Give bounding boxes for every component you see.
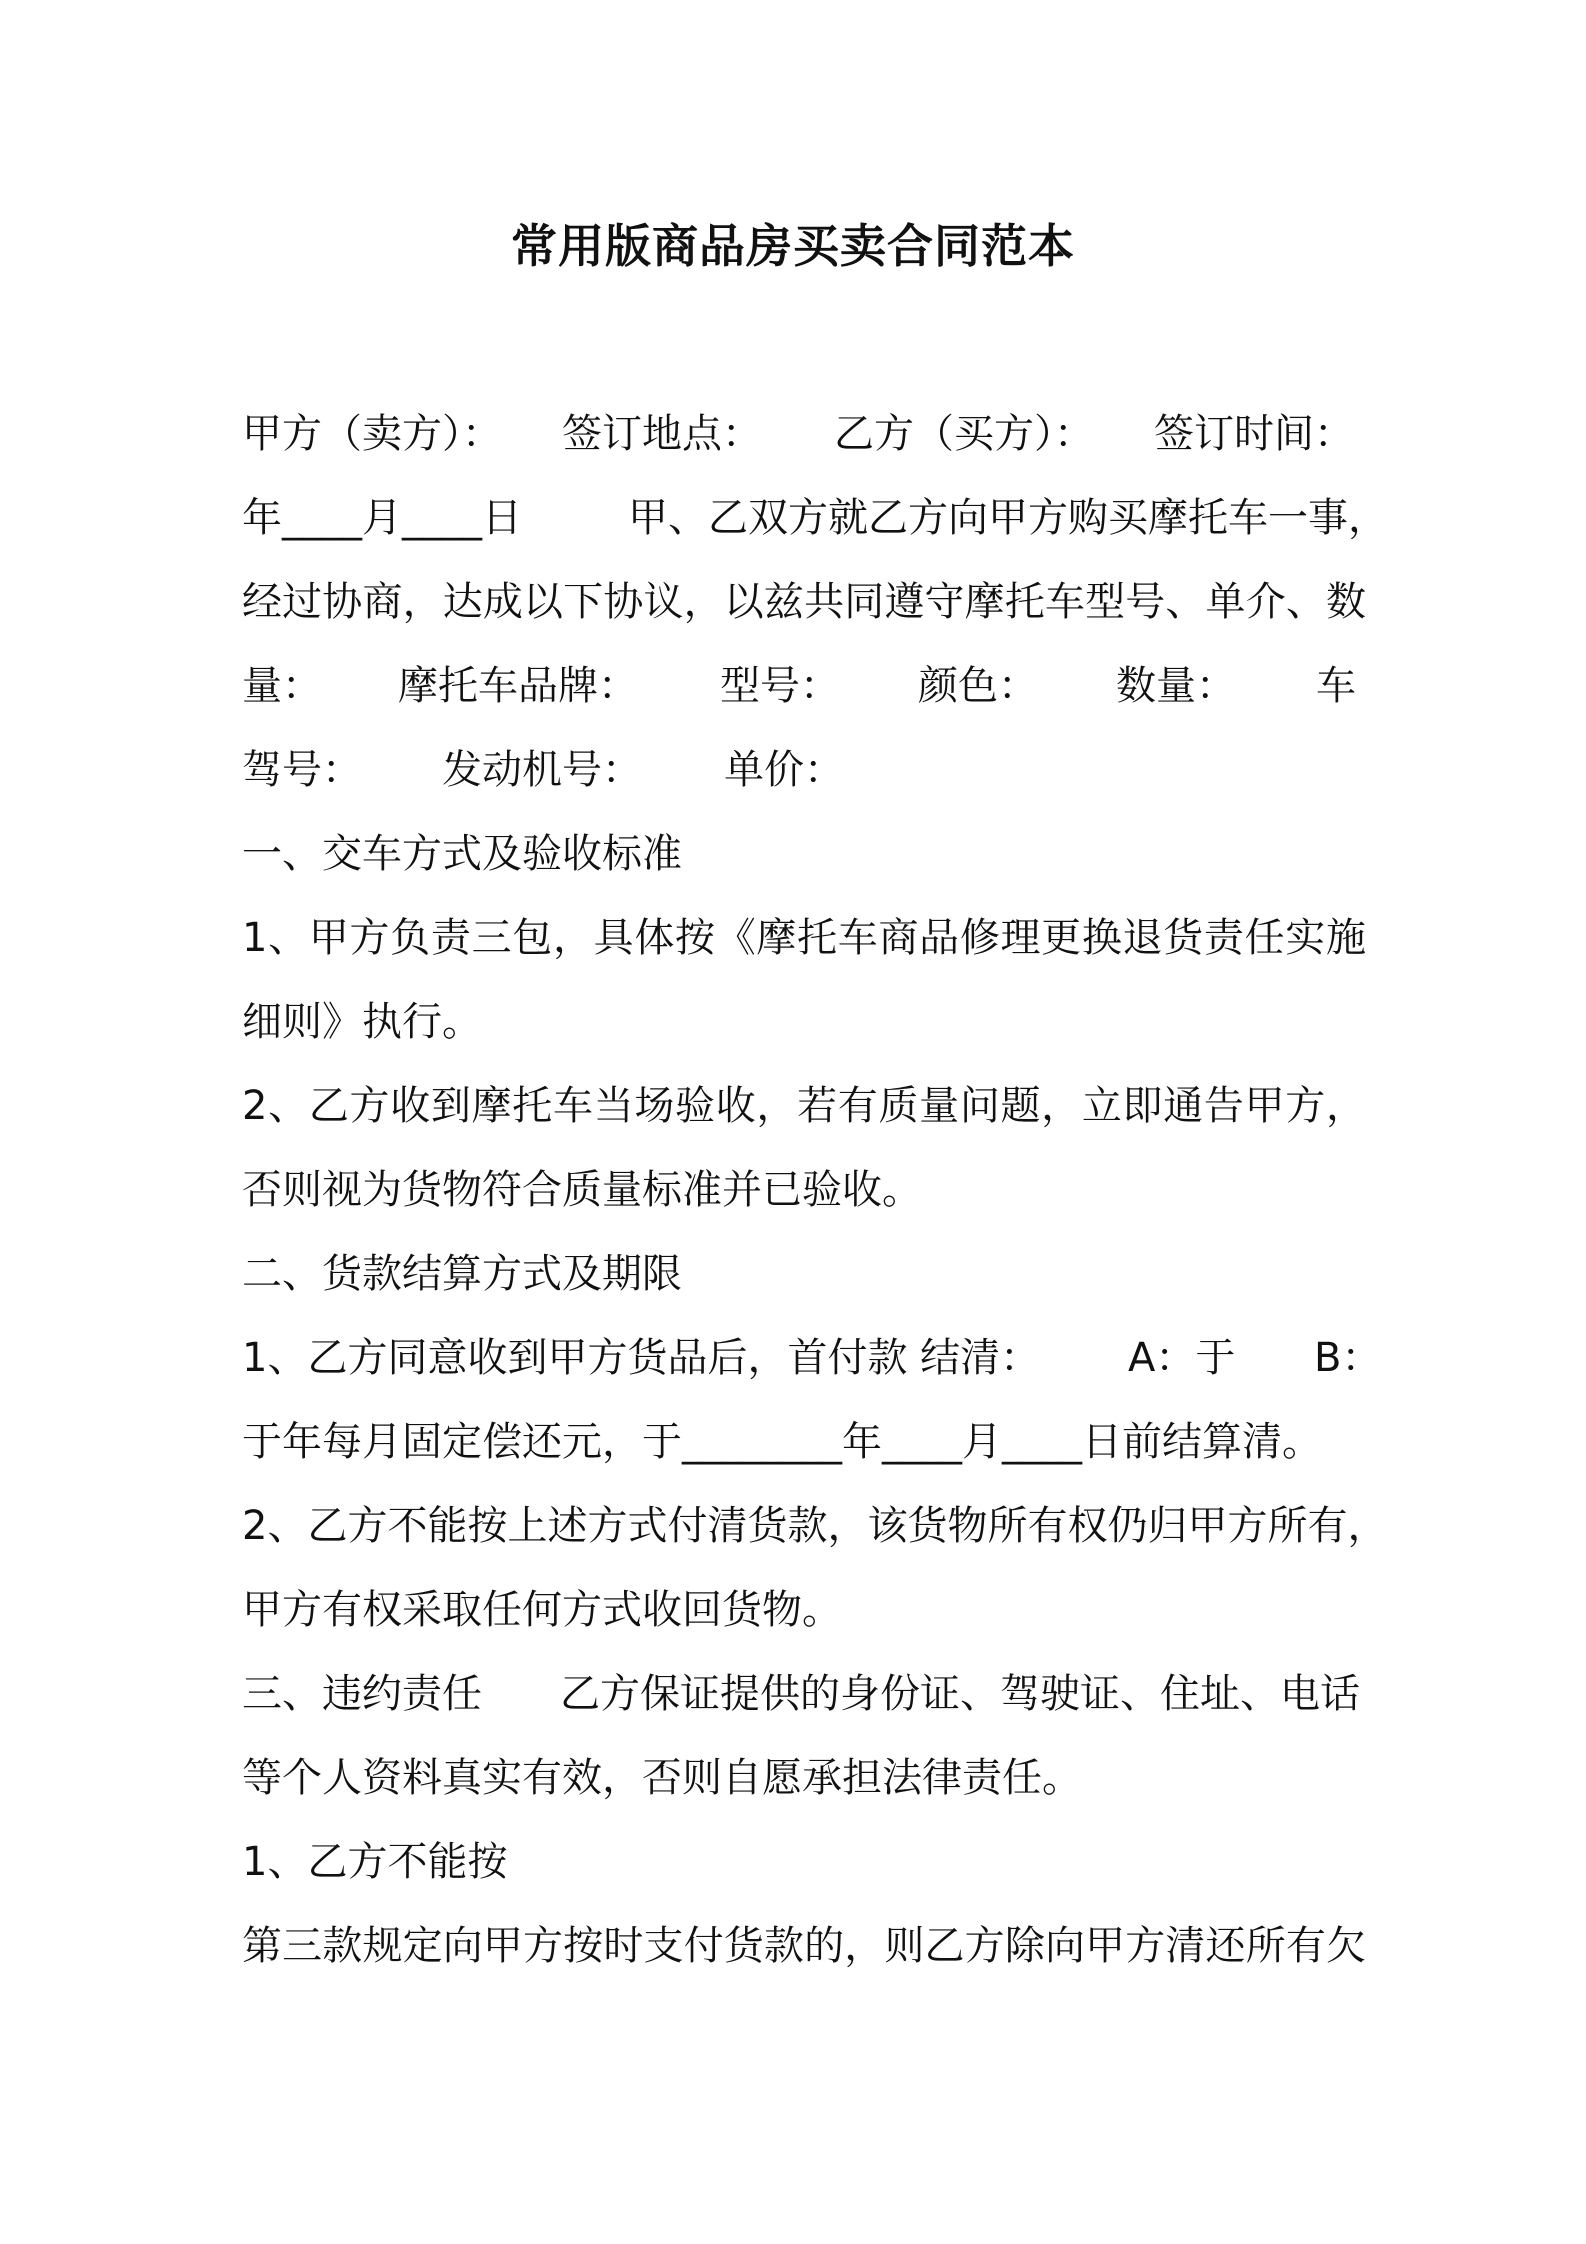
section1-item1-continuation: 细则》执行。 bbox=[242, 999, 482, 1045]
section1-item2-line2 bbox=[242, 1160, 1366, 1220]
section3-item1-continuation-line bbox=[242, 1916, 1366, 1976]
section3-text-line2 bbox=[242, 1748, 1366, 1808]
section3-item1-text: 1、乙方不能按 bbox=[242, 1839, 508, 1885]
section2-item1-line1 bbox=[242, 1328, 1382, 1388]
section2-heading: 二、货款结算方式及期限 bbox=[242, 1251, 682, 1297]
signing-place-label: 签订地点： bbox=[562, 411, 762, 457]
section2-item1-text: 1、乙方同意收到甲方货品后，首付款 结清： bbox=[242, 1335, 1041, 1381]
date-blank: 年____月____日 bbox=[242, 495, 522, 541]
section1-heading: 一、交车方式及验收标准 bbox=[242, 831, 682, 877]
seller-field-label: 甲方（卖方）： bbox=[242, 411, 502, 457]
header-fields-line bbox=[242, 404, 1366, 464]
section3-heading: 三、违约责任 bbox=[242, 1671, 482, 1717]
buyer-field-label: 乙方（买方）： bbox=[834, 411, 1094, 457]
section2-item2-text: 2、乙方不能按上述方式付清货款，该货物所有权仍归甲方所有， bbox=[242, 1503, 1388, 1549]
vehicle-fields-line-2 bbox=[242, 740, 1366, 800]
section3-text-continuation: 等个人资料真实有效，否则自愿承担法律责任。 bbox=[242, 1755, 1082, 1801]
section2-option-a: A：于 bbox=[1128, 1335, 1236, 1381]
section2-heading-line bbox=[242, 1244, 1366, 1304]
section3-text: 乙方保证提供的身份证、驾驶证、住址、电话 bbox=[560, 1671, 1360, 1717]
section2-item1-continuation: 于年每月固定偿还元，于________年____月____日前结算清。 bbox=[242, 1419, 1322, 1465]
che-label-start: 车 bbox=[1316, 663, 1356, 709]
section3-item1-continuation: 第三款规定向甲方按时支付货款的，则乙方除向甲方清还所有欠 bbox=[242, 1923, 1366, 1969]
section1-heading-line bbox=[242, 824, 1366, 884]
engine-number-label: 发动机号： bbox=[442, 747, 642, 793]
section3-item1-line bbox=[242, 1832, 1366, 1892]
section1-item1-text: 1、甲方负责三包，具体按《摩托车商品修理更换退货责任实施 bbox=[242, 915, 1366, 961]
document-title: 常用版商品房买卖合同范本 bbox=[511, 219, 1075, 273]
model-label: 型号： bbox=[720, 663, 840, 709]
section2-item1-line2 bbox=[242, 1412, 1366, 1472]
date-intro-line bbox=[242, 488, 1388, 548]
quantity-label-start: 量： bbox=[242, 663, 322, 709]
intro-continuation-text: 经过协商，达成以下协议，以兹共同遵守摩托车型号、单介、数 bbox=[242, 579, 1366, 625]
intro-text: 甲、乙双方就乙方向甲方购买摩托车一事， bbox=[628, 495, 1388, 541]
count-label: 数量： bbox=[1116, 663, 1236, 709]
section2-item2-continuation: 甲方有权采取任何方式收回货物。 bbox=[242, 1587, 842, 1633]
intro-continuation-line bbox=[242, 572, 1366, 632]
section1-item2-text: 2、乙方收到摩托车当场验收，若有质量问题，立即通告甲方， bbox=[242, 1083, 1366, 1129]
section1-item2-line1 bbox=[242, 1076, 1366, 1136]
section2-option-b: B： bbox=[1314, 1335, 1382, 1381]
section1-item1-line2 bbox=[242, 992, 1366, 1052]
jia-hao-label: 驾号： bbox=[242, 747, 362, 793]
vehicle-fields-line-1 bbox=[242, 656, 1366, 716]
signing-time-label: 签订时间： bbox=[1154, 411, 1354, 457]
section3-heading-line bbox=[242, 1664, 1366, 1724]
section1-item2-continuation: 否则视为货物符合质量标准并已验收。 bbox=[242, 1167, 922, 1213]
brand-label: 摩托车品牌： bbox=[398, 663, 638, 709]
section2-item2-line1 bbox=[242, 1496, 1388, 1556]
section2-item2-line2 bbox=[242, 1580, 1366, 1640]
section1-item1-line1 bbox=[242, 908, 1366, 968]
unit-price-label: 单价： bbox=[724, 747, 844, 793]
color-label: 颜色： bbox=[918, 663, 1038, 709]
